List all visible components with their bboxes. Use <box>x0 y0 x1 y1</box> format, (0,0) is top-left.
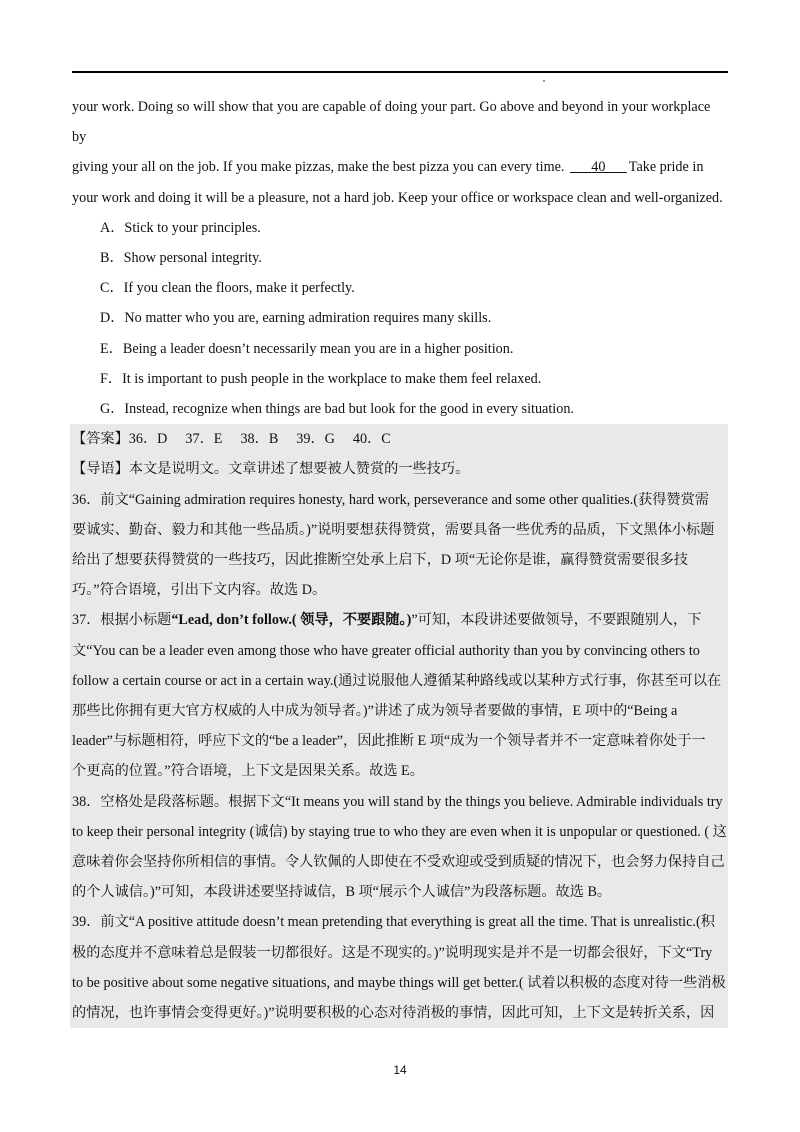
q39-line: 的情况，也许事情会变得更好。)”说明要积极的心态对待消极的事情，因此可知，上下文是转折关系，因 <box>72 1005 715 1022</box>
q39-line: 39．前文“A positive attitude doesn’t mean pretending that everything is great all the time. That is unrealistic.(积 <box>72 914 715 931</box>
q36-line: 要诚实、勤奋、毅力和其他一些品质。)”说明要想获得赞赏，需要具备一些优秀的品质，下文黑体小标题 <box>72 521 715 538</box>
blank-number: 40 <box>591 159 606 176</box>
q37-line: 文“You can be a leader even among those who have greater official authority than you by convincing others to <box>72 642 700 659</box>
q38-line: 38．空格处是段落标题。根据下文“It means you will stand by the things you believe. Admirable individuals try <box>72 793 723 810</box>
answer-key: 40．C <box>352 431 391 448</box>
passage-line: your work. Doing so will show that you are capable of doing your part. Go above and beyond in your workplace by <box>72 99 711 146</box>
passage-line <box>72 152 728 182</box>
guide-line: 【导语】本文是说明文。文章讲述了想要被人赞赏的一些技巧。 <box>72 461 470 478</box>
header-dot <box>543 80 545 82</box>
q39-line: 极的态度并不意味着总是假装一切都很好。这是不现实的。)”说明现实是并不是一切都会很好，下文“Try <box>72 944 713 961</box>
q38-line: 意味着你会坚持你所相信的事情。令人钦佩的人即使在不受欢迎或受到质疑的情况下，也会努力保持自己 <box>72 854 725 871</box>
answer-key: 36．D <box>128 431 168 448</box>
header-rule <box>72 71 728 73</box>
q38-line: to keep their personal integrity (诚信) by staying true to who they are even when it is unpopular or questioned. ( 这 <box>72 823 727 840</box>
q36-line: 36．前文“Gaining admiration requires honesty, hard work, perseverance and some other qualities.(获得赞赏需 <box>72 491 709 508</box>
q37-line: leader”与标题相符，呼应下文的“be a leader”，因此推断 E 项“成为一个领导者并不一定意味着你处于一 <box>72 733 706 750</box>
q37-line: 个更高的位置。”符合语境，上下文是因果关系。故选 E。 <box>72 763 424 780</box>
q39-line: to be positive about some negative situations, and maybe things will get better.( 试着以积极的态度对待一些消极 <box>72 974 726 991</box>
option-e: E．Being a leader doesn’t necessarily mean you are in a higher position. <box>100 340 514 357</box>
q37-prefix: 37．根据小标题 <box>72 612 172 629</box>
q37-line: 那些比你拥有更大官方权威的人中成为领导者。)”讲述了成为领导者要做的事情，E 项中的“Being a <box>72 703 678 720</box>
option-a: A．Stick to your principles. <box>100 219 261 236</box>
answer-label: 【答案】 <box>72 431 129 448</box>
answer-key: 37．E <box>185 431 223 448</box>
document-body <box>72 92 728 1028</box>
passage-text: Take pride in <box>628 159 704 176</box>
q37-suffix: ”可知，本段讲述要做领导，不要跟随别人，下 <box>411 612 702 629</box>
option-b: B．Show personal integrity. <box>100 250 262 267</box>
passage-line: your work and doing it will be a pleasure, not a hard job. Keep your office or workspace clean and well-organized. <box>72 189 723 206</box>
answer-key: 38．B <box>240 431 279 448</box>
q36-line: 巧。”符合语境，引出下文内容。故选 D。 <box>72 582 327 599</box>
q37-line: follow a certain course or act in a certain way.(通过说服他人遵循某种路线或以某种方式行事，你甚至可以在 <box>72 672 722 689</box>
option-d: D．No matter who you are, earning admiration requires many skills. <box>100 310 492 327</box>
blank-40 <box>568 152 629 182</box>
q37-line <box>72 605 728 635</box>
option-f: F．It is important to push people in the workplace to make them feel relaxed. <box>100 370 542 387</box>
q36-line: 给出了想要获得赞赏的一些技巧，因此推断空处承上启下，D 项“无论你是谁，赢得赞赏需要很多技 <box>72 552 688 569</box>
option-g: G．Instead, recognize when things are bad but look for the good in every situation. <box>100 401 574 418</box>
passage-text: giving your all on the job. If you make pizzas, make the best pizza you can every time. <box>72 159 565 176</box>
answer-key: 39．G <box>296 431 335 448</box>
explanation-section <box>70 424 728 1028</box>
option-c: C．If you clean the floors, make it perfectly. <box>100 280 355 297</box>
answer-line <box>72 424 728 454</box>
q38-line: 的个人诚信。)”可知，本段讲述要坚持诚信，B 项“展示个人诚信”为段落标题。故选 B。 <box>72 884 612 901</box>
page-number: 14 <box>393 1063 407 1077</box>
q37-heading: “Lead, don’t follow.( 领导，不要跟随。) <box>171 612 412 629</box>
